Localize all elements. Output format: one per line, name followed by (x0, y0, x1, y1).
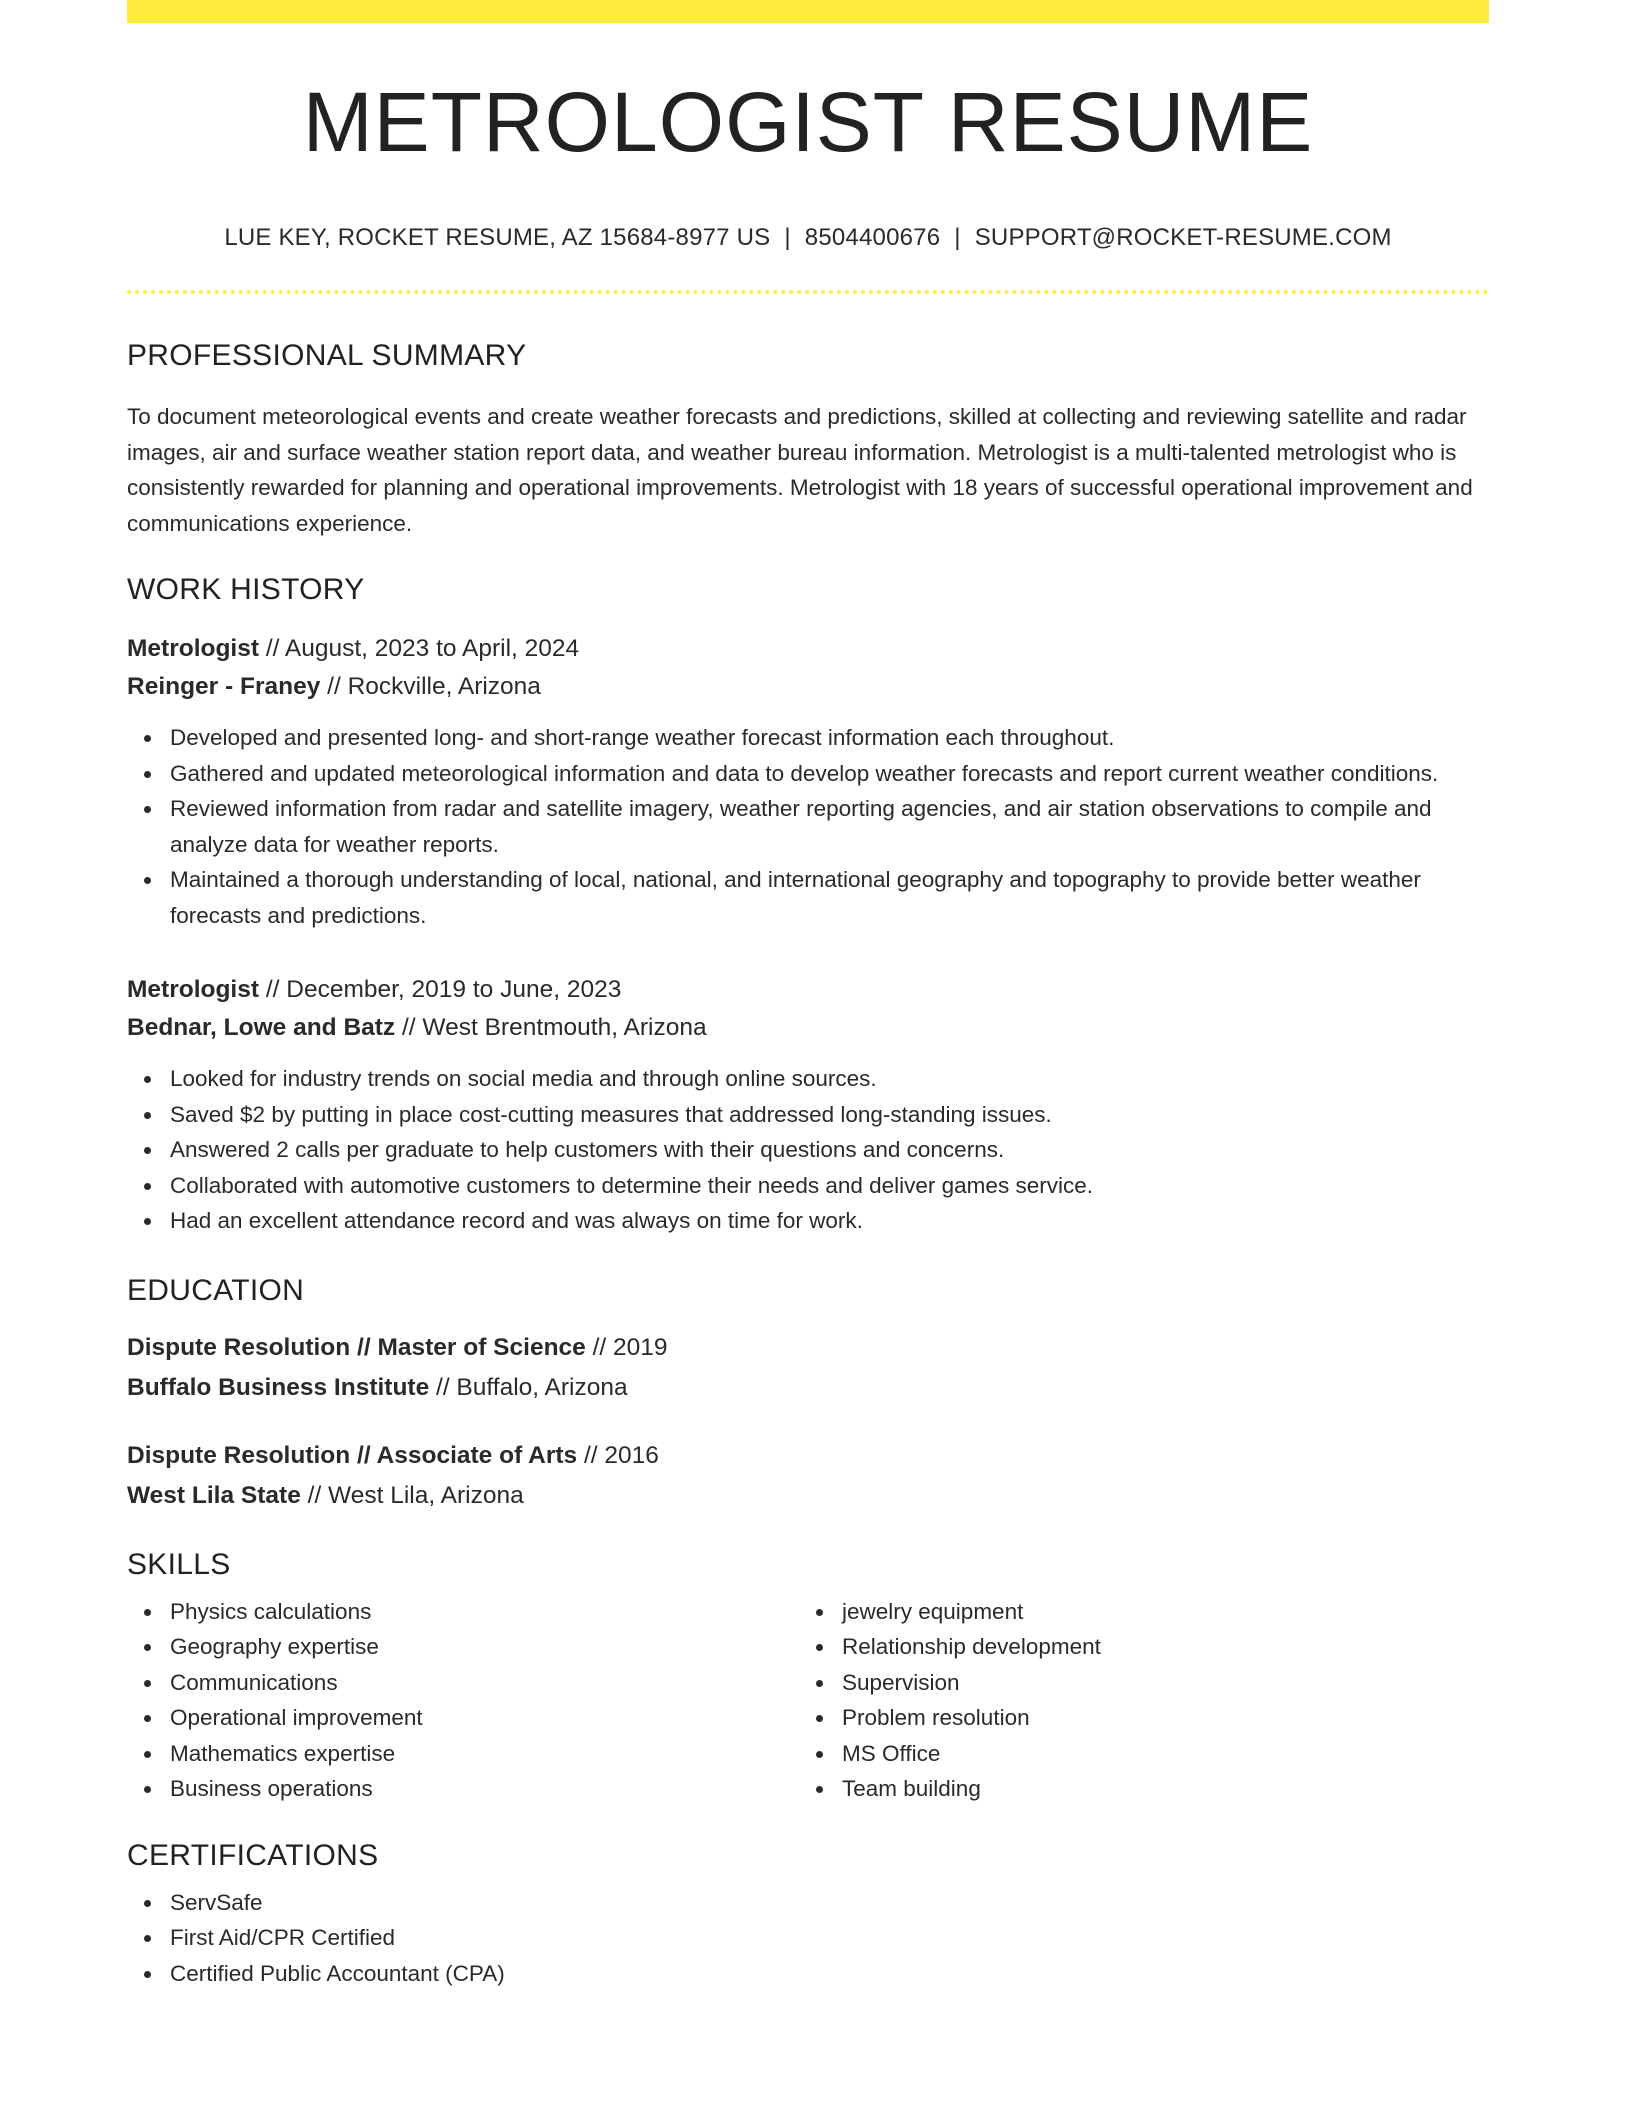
job-company: Reinger - Franey (127, 673, 321, 700)
job-dates: // August, 2023 to April, 2024 (259, 635, 580, 662)
edu-degree: Dispute Resolution // Master of Science (127, 1333, 586, 1361)
job-company-line (127, 1009, 1489, 1047)
list-item: Looked for industry trends on social media and through online sources. (170, 1061, 1489, 1097)
list-item: Physics calculations (170, 1594, 799, 1630)
list-item: Operational improvement (170, 1700, 799, 1736)
summary-heading: PROFESSIONAL SUMMARY (127, 339, 527, 372)
job-location: // West Brentmouth, Arizona (395, 1014, 707, 1041)
job-entry (127, 630, 1489, 933)
list-item: Team building (842, 1771, 1471, 1807)
job-company-line (127, 668, 1489, 706)
education-entry (127, 1328, 1489, 1408)
education-heading: EDUCATION (127, 1273, 305, 1307)
list-item: Geography expertise (170, 1629, 799, 1665)
job-bullets (127, 720, 1489, 933)
education-entry (127, 1436, 1489, 1516)
certifications-section (127, 1839, 1489, 1992)
job-dates: // December, 2019 to June, 2023 (259, 976, 622, 1003)
list-item: Developed and presented long- and short-range weather forecast information each throughout. (170, 720, 1489, 756)
list-item: Reviewed information from radar and satellite imagery, weather reporting agencies, and air station observations to compile and analyze data for weather reports. (170, 791, 1489, 862)
edu-school: Buffalo Business Institute (127, 1373, 430, 1401)
contact-address: LUE KEY, ROCKET RESUME, AZ 15684-8977 US (224, 224, 771, 251)
skills-column-right (799, 1594, 1471, 1807)
accent-top-bar (127, 0, 1489, 23)
skills-column-left (127, 1594, 799, 1807)
list-item: ServSafe (170, 1885, 1489, 1921)
list-item: Answered 2 calls per graduate to help customers with their questions and concerns. (170, 1132, 1489, 1168)
list-item: Relationship development (842, 1629, 1471, 1665)
edu-location: // Buffalo, Arizona (429, 1373, 628, 1401)
contact-phone: 8504400676 (804, 224, 941, 251)
job-location: // Rockville, Arizona (320, 673, 541, 700)
job-title: Metrologist (127, 976, 260, 1003)
resume-title: METROLOGIST RESUME (302, 75, 1314, 169)
list-item: MS Office (842, 1736, 1471, 1772)
edu-year: // 2019 (585, 1333, 668, 1361)
edu-degree-line (127, 1328, 1489, 1368)
contact-separator: | (784, 224, 791, 251)
job-company: Bednar, Lowe and Batz (127, 1014, 396, 1041)
skills-columns (127, 1594, 1489, 1807)
edu-school-line (127, 1368, 1489, 1408)
skills-list-right (799, 1594, 1471, 1807)
list-item: Mathematics expertise (170, 1736, 799, 1772)
contact-email: SUPPORT@ROCKET-RESUME.COM (974, 224, 1392, 251)
list-item: Saved $2 by putting in place cost-cutting measures that addressed long-standing issues. (170, 1097, 1489, 1133)
job-title-line (127, 971, 1489, 1009)
job-entry (127, 971, 1489, 1239)
list-item: Maintained a thorough understanding of local, national, and international geography and topography to provide better weather forecasts and predictions. (170, 862, 1489, 933)
list-item: Communications (170, 1665, 799, 1701)
dotted-divider (127, 290, 1489, 294)
summary-section (127, 339, 1489, 541)
list-item: jewelry equipment (842, 1594, 1471, 1630)
certifications-list (127, 1885, 1489, 1992)
work-history-heading: WORK HISTORY (127, 573, 365, 606)
edu-degree: Dispute Resolution // Associate of Arts (127, 1441, 578, 1469)
list-item: Business operations (170, 1771, 799, 1807)
contact-line (127, 224, 1489, 252)
list-item: Collaborated with automotive customers to determine their needs and deliver games service. (170, 1168, 1489, 1204)
edu-year: // 2016 (577, 1441, 659, 1469)
list-item: Certified Public Accountant (CPA) (170, 1956, 1489, 1992)
list-item: Had an excellent attendance record and was always on time for work. (170, 1203, 1489, 1239)
job-title-line (127, 630, 1489, 668)
list-item: First Aid/CPR Certified (170, 1920, 1489, 1956)
skills-section (127, 1548, 1489, 1807)
contact-separator: | (954, 224, 961, 251)
skills-list-left (127, 1594, 799, 1807)
list-item: Supervision (842, 1665, 1471, 1701)
edu-location: // West Lila, Arizona (300, 1481, 524, 1509)
edu-school-line (127, 1476, 1489, 1516)
skills-heading: SKILLS (127, 1547, 231, 1581)
certifications-heading: CERTIFICATIONS (127, 1838, 379, 1872)
job-title: Metrologist (127, 635, 260, 662)
edu-degree-line (127, 1436, 1489, 1476)
list-item: Problem resolution (842, 1700, 1471, 1736)
resume-page (127, 0, 1489, 1991)
job-bullets (127, 1061, 1489, 1239)
education-section (127, 1274, 1489, 1516)
edu-school: West Lila State (127, 1481, 301, 1509)
work-history-section (127, 573, 1489, 1239)
summary-text: To document meteorological events and create weather forecasts and predictions, skilled at collecting and reviewing satellite and radar images, air and surface weather station report data, and weather bureau information. Metrologist is a multi-talented metrologist who is consistently rewarded for planning and operational improvements. Metrologist with 18 years of successful operational improvement and communications experience. (127, 404, 1473, 536)
list-item: Gathered and updated meteorological information and data to develop weather forecasts and report current weather conditions. (170, 756, 1489, 792)
